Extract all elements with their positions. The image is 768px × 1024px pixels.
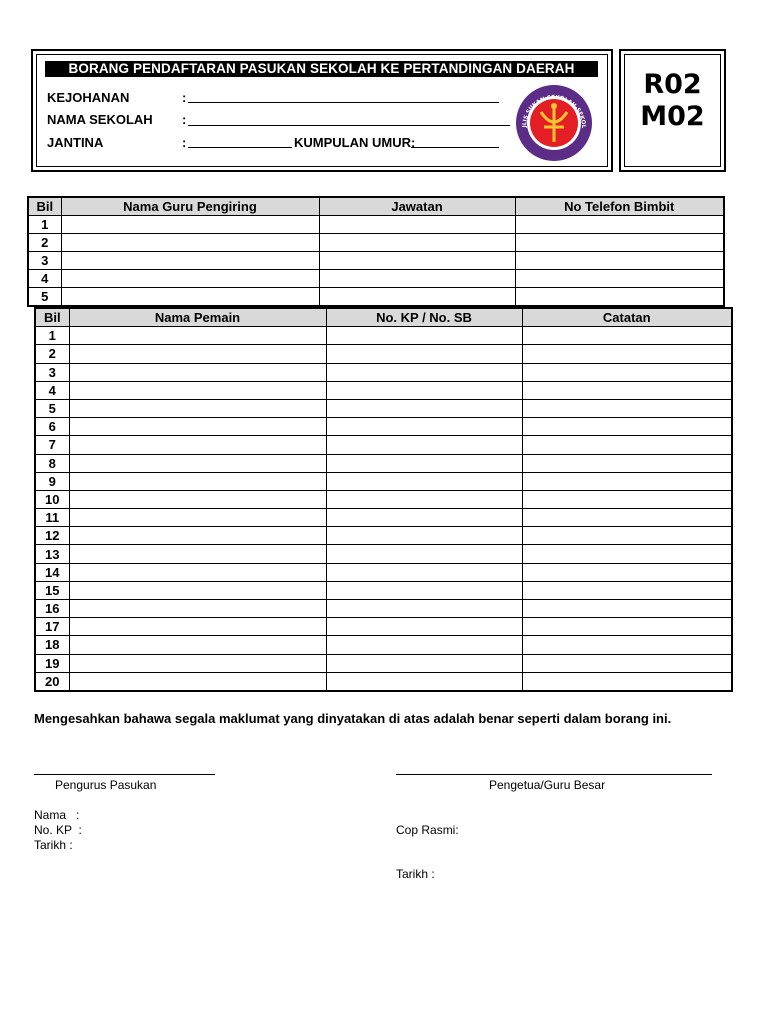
player-cell-col4[interactable] <box>522 327 732 345</box>
player-bil-cell: 6 <box>35 418 69 436</box>
teachers-col-bil: Bil <box>28 197 61 216</box>
player-cell-col2[interactable] <box>69 672 326 691</box>
player-bil-cell: 13 <box>35 545 69 563</box>
kumpulan-umur-field[interactable] <box>411 147 499 148</box>
player-cell-col3[interactable] <box>326 563 522 581</box>
player-cell-col4[interactable] <box>522 363 732 381</box>
player-cell-col4[interactable] <box>522 636 732 654</box>
teacher-row <box>28 252 724 270</box>
teacher-cell-col4[interactable] <box>515 270 724 288</box>
player-cell-col4[interactable] <box>522 618 732 636</box>
teachers-header-row <box>28 197 724 216</box>
teacher-bil-cell: 1 <box>28 216 61 234</box>
player-row <box>35 672 732 691</box>
player-cell-col2[interactable] <box>69 381 326 399</box>
player-cell-col2[interactable] <box>69 618 326 636</box>
nama-sekolah-label: NAMA SEKOLAH <box>47 112 153 127</box>
no-kp-label: No. KP : <box>34 823 82 837</box>
confirmation-statement: Mengesahkan bahawa segala maklumat yang dinyatakan di atas adalah benar seperti dalam borang ini. <box>34 711 672 726</box>
player-cell-col3[interactable] <box>326 472 522 490</box>
jantina-field[interactable] <box>188 147 292 148</box>
player-cell-col4[interactable] <box>522 581 732 599</box>
player-cell-col2[interactable] <box>69 563 326 581</box>
player-cell-col3[interactable] <box>326 527 522 545</box>
player-bil-cell: 5 <box>35 399 69 417</box>
teacher-bil-cell: 4 <box>28 270 61 288</box>
player-row <box>35 654 732 672</box>
player-bil-cell: 7 <box>35 436 69 454</box>
player-cell-col3[interactable] <box>326 363 522 381</box>
player-cell-col4[interactable] <box>522 545 732 563</box>
jantina-colon: : <box>182 135 187 150</box>
player-cell-col4[interactable] <box>522 672 732 691</box>
player-cell-col4[interactable] <box>522 418 732 436</box>
player-row <box>35 472 732 490</box>
player-cell-col4[interactable] <box>522 454 732 472</box>
tarikh-left-label: Tarikh : <box>34 838 73 852</box>
player-cell-col2[interactable] <box>69 600 326 618</box>
player-cell-col3[interactable] <box>326 581 522 599</box>
player-cell-col4[interactable] <box>522 527 732 545</box>
player-cell-col2[interactable] <box>69 399 326 417</box>
player-cell-col3[interactable] <box>326 672 522 691</box>
player-bil-cell: 12 <box>35 527 69 545</box>
player-bil-cell: 16 <box>35 600 69 618</box>
teacher-row <box>28 270 724 288</box>
form-code-line2: M02 <box>640 101 705 132</box>
teachers-col-telefon: No Telefon Bimbit <box>515 197 724 216</box>
teacher-cell-col3[interactable] <box>319 234 515 252</box>
player-row <box>35 490 732 508</box>
player-cell-col2[interactable] <box>69 545 326 563</box>
jantina-label: JANTINA <box>47 135 104 150</box>
players-table-body <box>35 327 732 691</box>
teachers-col-jawatan: Jawatan <box>319 197 515 216</box>
teacher-cell-col2[interactable] <box>61 270 319 288</box>
teacher-row <box>28 234 724 252</box>
player-cell-col3[interactable] <box>326 327 522 345</box>
player-cell-col2[interactable] <box>69 363 326 381</box>
player-cell-col3[interactable] <box>326 654 522 672</box>
player-cell-col3[interactable] <box>326 600 522 618</box>
kumpulan-umur-label: KUMPULAN UMUR: <box>294 135 416 150</box>
player-bil-cell: 18 <box>35 636 69 654</box>
player-row <box>35 618 732 636</box>
player-row <box>35 363 732 381</box>
teacher-cell-col4[interactable] <box>515 252 724 270</box>
player-bil-cell: 15 <box>35 581 69 599</box>
player-cell-col2[interactable] <box>69 472 326 490</box>
player-cell-col4[interactable] <box>522 654 732 672</box>
player-row <box>35 454 732 472</box>
teacher-cell-col3[interactable] <box>319 252 515 270</box>
player-cell-col3[interactable] <box>326 636 522 654</box>
player-bil-cell: 2 <box>35 345 69 363</box>
player-cell-col2[interactable] <box>69 636 326 654</box>
player-cell-col4[interactable] <box>522 436 732 454</box>
player-cell-col2[interactable] <box>69 509 326 527</box>
kejohanan-label: KEJOHANAN <box>47 90 130 105</box>
player-bil-cell: 3 <box>35 363 69 381</box>
teacher-cell-col3[interactable] <box>319 270 515 288</box>
player-row <box>35 527 732 545</box>
player-cell-col4[interactable] <box>522 472 732 490</box>
player-cell-col2[interactable] <box>69 454 326 472</box>
players-col-kp: No. KP / No. SB <box>326 308 522 327</box>
form-code-line1: R02 <box>643 69 702 100</box>
player-cell-col4[interactable] <box>522 490 732 508</box>
player-row <box>35 345 732 363</box>
player-row <box>35 636 732 654</box>
players-col-bil: Bil <box>35 308 69 327</box>
cop-rasmi-label: Cop Rasmi: <box>396 823 459 837</box>
player-bil-cell: 19 <box>35 654 69 672</box>
player-cell-col2[interactable] <box>69 490 326 508</box>
teacher-cell-col3[interactable] <box>319 288 515 307</box>
teacher-cell-col4[interactable] <box>515 216 724 234</box>
player-cell-col3[interactable] <box>326 509 522 527</box>
player-bil-cell: 4 <box>35 381 69 399</box>
players-col-nama: Nama Pemain <box>69 308 326 327</box>
teacher-row <box>28 288 724 307</box>
player-bil-cell: 9 <box>35 472 69 490</box>
player-bil-cell: 17 <box>35 618 69 636</box>
player-row <box>35 581 732 599</box>
player-cell-col3[interactable] <box>326 490 522 508</box>
player-cell-col2[interactable] <box>69 581 326 599</box>
svg-text:MAJLIS SUKAN SEKOLAH-SEKOLAH: JLIS SUKAN SEKOLAH-SEKOL <box>521 94 587 129</box>
player-cell-col4[interactable] <box>522 399 732 417</box>
player-cell-col3[interactable] <box>326 454 522 472</box>
form-title: BORANG PENDAFTARAN PASUKAN SEKOLAH KE PERTANDINGAN DAERAH <box>45 61 598 77</box>
player-cell-col3[interactable] <box>326 399 522 417</box>
player-bil-cell: 1 <box>35 327 69 345</box>
teacher-cell-col2[interactable] <box>61 252 319 270</box>
players-header-row <box>35 308 732 327</box>
teacher-cell-col2[interactable] <box>61 234 319 252</box>
pengetua-signature-line[interactable] <box>396 774 712 775</box>
player-row <box>35 381 732 399</box>
player-row <box>35 418 732 436</box>
pengurus-signature-line[interactable] <box>34 774 215 775</box>
teacher-cell-col2[interactable] <box>61 288 319 307</box>
pengurus-pasukan-label: Pengurus Pasukan <box>55 778 157 792</box>
player-row <box>35 327 732 345</box>
player-row <box>35 399 732 417</box>
nama-sekolah-field[interactable] <box>188 125 510 126</box>
player-bil-cell: 14 <box>35 563 69 581</box>
player-cell-col2[interactable] <box>69 327 326 345</box>
player-bil-cell: 20 <box>35 672 69 691</box>
player-bil-cell: 11 <box>35 509 69 527</box>
teachers-table-body <box>28 216 724 307</box>
teacher-cell-col3[interactable] <box>319 216 515 234</box>
player-bil-cell: 10 <box>35 490 69 508</box>
player-cell-col4[interactable] <box>522 509 732 527</box>
teacher-bil-cell: 2 <box>28 234 61 252</box>
player-cell-col3[interactable] <box>326 545 522 563</box>
kejohanan-field[interactable] <box>188 102 499 103</box>
player-row <box>35 509 732 527</box>
teacher-bil-cell: 5 <box>28 288 61 307</box>
player-bil-cell: 8 <box>35 454 69 472</box>
player-cell-col2[interactable] <box>69 654 326 672</box>
tarikh-right-label: Tarikh : <box>396 867 435 881</box>
teacher-cell-col2[interactable] <box>61 216 319 234</box>
player-cell-col3[interactable] <box>326 436 522 454</box>
player-cell-col4[interactable] <box>522 345 732 363</box>
nama-label: Nama : <box>34 808 80 822</box>
player-cell-col2[interactable] <box>69 436 326 454</box>
kejohanan-colon: : <box>182 90 187 105</box>
player-cell-col3[interactable] <box>326 618 522 636</box>
teacher-cell-col4[interactable] <box>515 288 724 307</box>
player-cell-col3[interactable] <box>326 418 522 436</box>
player-cell-col2[interactable] <box>69 418 326 436</box>
player-row <box>35 600 732 618</box>
teachers-table <box>27 196 725 307</box>
player-cell-col2[interactable] <box>69 527 326 545</box>
player-cell-col3[interactable] <box>326 345 522 363</box>
player-cell-col2[interactable] <box>69 345 326 363</box>
teacher-row <box>28 216 724 234</box>
player-row <box>35 563 732 581</box>
player-row <box>35 436 732 454</box>
pengetua-label: Pengetua/Guru Besar <box>489 778 606 792</box>
players-table <box>34 307 733 692</box>
player-cell-col3[interactable] <box>326 381 522 399</box>
teacher-cell-col4[interactable] <box>515 234 724 252</box>
nama-sekolah-colon: : <box>182 112 187 127</box>
teachers-col-nama: Nama Guru Pengiring <box>61 197 319 216</box>
school-sports-logo <box>513 82 595 164</box>
player-row <box>35 545 732 563</box>
players-col-catatan: Catatan <box>522 308 732 327</box>
player-cell-col4[interactable] <box>522 381 732 399</box>
player-cell-col4[interactable] <box>522 600 732 618</box>
player-cell-col4[interactable] <box>522 563 732 581</box>
teacher-bil-cell: 3 <box>28 252 61 270</box>
